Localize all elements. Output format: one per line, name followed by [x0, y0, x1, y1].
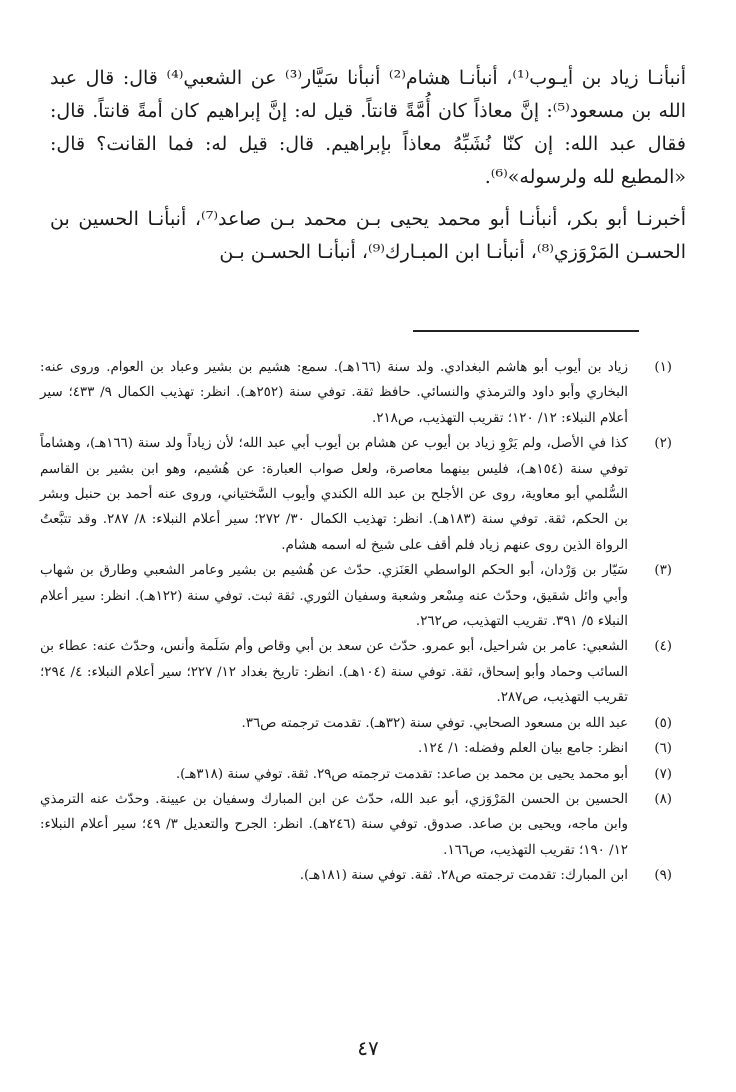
footnote-2 [40, 431, 672, 558]
footnote-text: الحسين بن الحسن المَرْوَزي، أبو عبد الله، حدّث عن ابن المبارك وسفيان بن عيينة. وحدّث عنه الترمذي وابن ماجه، ويحيى بن صاعد. صدوق. توفي سنة (٢٤٦هـ). انظر: الجرح والتعديل ٣/ ٤٩؛ سير أعلام النبلاء: ١٢/ ١٩٠؛ تقريب التهذيب، ص١٦٦. [40, 791, 628, 858]
footnote-number: (٥) [654, 715, 672, 731]
footnote-1 [40, 355, 672, 431]
footnote-text: زياد بن أيوب أبو هاشم البغدادي. ولد سنة (١٦٦هـ). سمع: هشيم بن بشير وعباد بن العوام. وروى عنه: البخاري وأبو داود والترمذي والنسائي. حافظ ثقة. توفي سنة (٢٥٢هـ). انظر: تهذيب الكمال ٩/ ٤٣٣؛ سير أعلام النبلاء: ١٢/ ١٢٠؛ تقريب التهذيب، ص٢١٨. [40, 360, 629, 426]
footnote-separator [413, 330, 639, 332]
footnote-text: أبو محمد يحيى بن محمد بن صاعد: تقدمت ترجمته ص٢٩. ثقة. توفي سنة (٣١٨هـ). [175, 766, 628, 782]
footnote-6 [40, 736, 672, 761]
main-paragraph-2: أخبرنـا أبو بكر، أنبأنـا أبو محمد يحيى بـن محمد بـن صاعد⁽⁷⁾، أنبأنـا الحسين بن الحسـن المَرْوَزي⁽⁸⁾، أنبأنـا ابن المبـارك⁽⁹⁾، أنبأنـا الحسـن بـن [50, 208, 686, 263]
footnote-text: عبد الله بن مسعود الصحابي. توفي سنة (٣٢هـ). تقدمت ترجمته ص٣٦. [241, 715, 628, 731]
footnote-number: (١) [654, 360, 672, 375]
footnote-number: (٨) [654, 791, 672, 807]
footnote-4 [40, 634, 672, 710]
footnote-5 [40, 711, 672, 736]
footnote-number: (٦) [654, 741, 672, 757]
footnote-number: (٤) [654, 639, 672, 655]
footnote-text: الشعبي: عامر بن شراحيل، أبو عمرو. حدّث عن سعد بن أبي وقاص وأم سَلَمة وأنس، وحدّث عنه: عطاء بن السائب وحماد وأبو إسحاق، ثقة. توفي سنة (١٠٤هـ). انظر: تاريخ بغداد ١٢/ ٢٢٧؛ سير أعلام النبلاء: ٤/ ٢٩٤؛ تقريب التهذيب، ص٢٨٧. [40, 639, 628, 706]
footnote-7 [40, 762, 672, 787]
footnote-text: ابن المبارك: تقدمت ترجمته ص٢٨. ثقة. توفي سنة (١٨١هـ). [299, 868, 628, 884]
main-text [50, 62, 686, 269]
footnote-8 [40, 787, 672, 863]
footnote-number: (٣) [654, 563, 672, 579]
footnote-number: (٧) [654, 766, 672, 782]
footnote-text: كذا في الأصل، ولم يَرْوِ زياد بن أيوب عن هشام بن أيوب أبي عبد الله؛ لأن زياداً ولد سنة (١٦٦هـ)، وهشاماً توفي سنة (١٥٤هـ)، فليس بينهما معاصرة، ولعل صواب العبارة: عن هُشيم، وهو ابن بشير بن القاسم السُّلمي أبو معاوية، روى عن الأجلح بن عبد الله الكندي وأيوب السَّختياني، وروى عنه أحمد بن حنبل وبشر بن الحكم، ثقة. توفي سنة (١٨٣هـ). انظر: تهذيب الكمال ٣٠/ ٢٧٢؛ سير أعلام النبلاء: ٨/ ٢٨٧. وقد تتبَّعتُ الرواة الذين روى عنهم زياد فلم أقف على شيخ له اسمه هشام. [40, 436, 629, 553]
footnote-9 [40, 863, 672, 888]
footnote-3 [40, 558, 672, 634]
footnote-number: (٩) [654, 868, 672, 884]
footnote-text: سَيّار بن وَرْدان، أبو الحكم الواسطي العَنَزي. حدّث عن هُشيم بن بشير وعامر الشعبي وطارق بن شهاب وأبي وائل شقيق، وحدّث عنه مِسْعر وشعبة وسفيان الثوري. ثقة ثبت. توفي سنة (١٢٢هـ). انظر: سير أعلام النبلاء ٥/ ٣٩١. تقريب التهذيب، ص٢٦٢. [40, 563, 628, 630]
footnote-number: (٢) [654, 436, 672, 452]
page-number: ٤٧ [357, 1036, 379, 1060]
footnotes [40, 355, 672, 889]
main-paragraph-1: أنبأنـا زياد بن أيـوب⁽¹⁾، أنبأنـا هشام⁽²⁾ أنبأنا سَيَّار⁽³⁾ عن الشعبي⁽⁴⁾ قال: قال عبد الله بن مسعود⁽⁵⁾: إنَّ معاذاً كان أُمَّةً قانتاً. قيل له: إنَّ إبراهيم كان أمةً قانتاً. قال: فقال عبد الله: إن كنّا نُشَبِّهُ معاذاً بإبراهيم. قال: قيل له: فما القانت؟ قال: «المطيع لله ولرسوله»⁽⁶⁾. [50, 67, 686, 188]
footnote-text: انظر: جامع بيان العلم وفضله: ١/ ١٢٤. [418, 741, 628, 757]
